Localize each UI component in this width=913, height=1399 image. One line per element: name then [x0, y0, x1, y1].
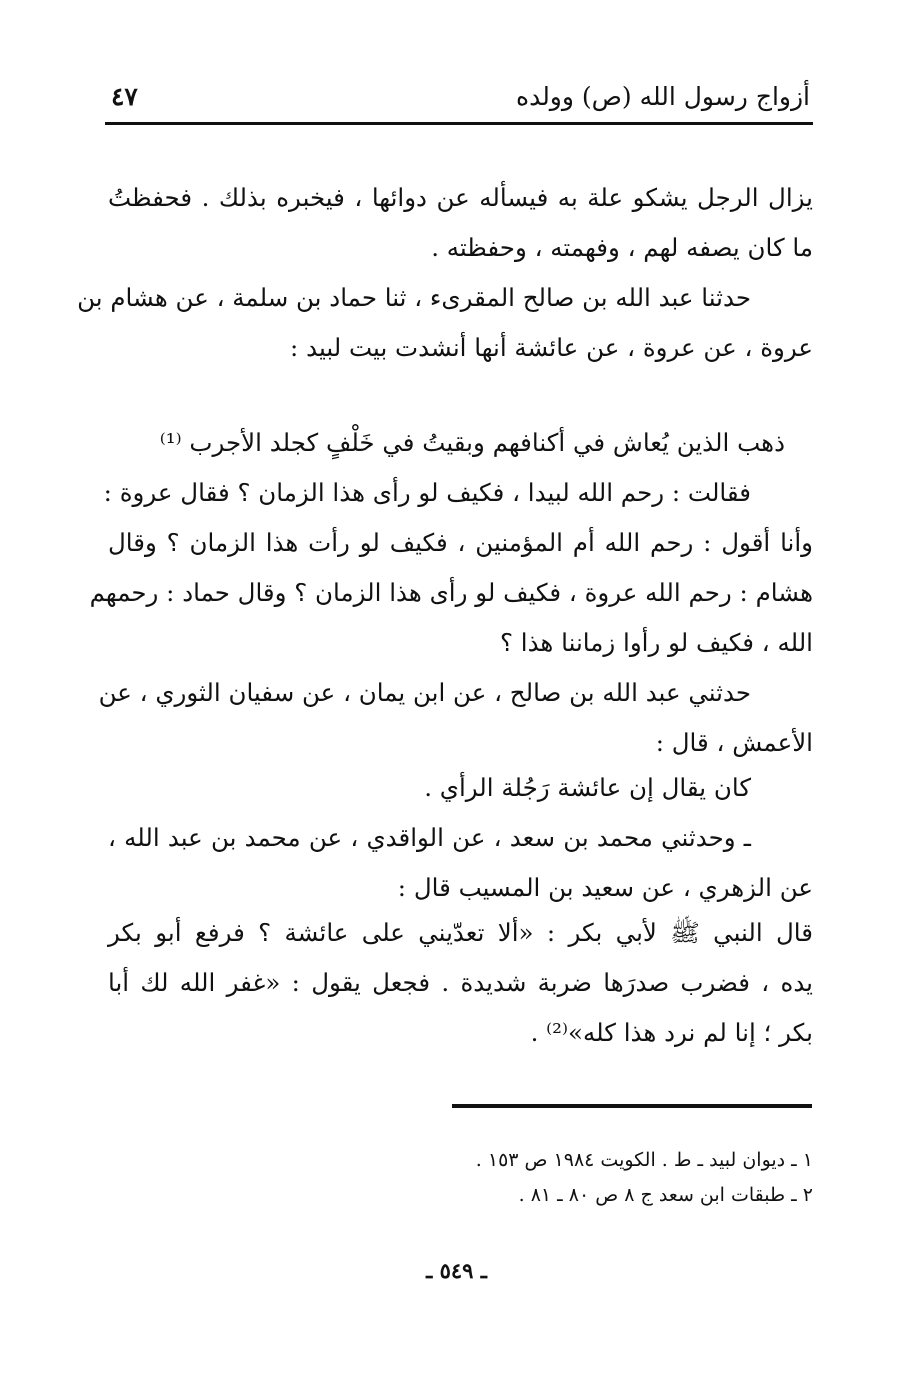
page-number: ـ ٥٤٩ ـ: [426, 1258, 487, 1283]
text-line: الأعمش ، قال :: [655, 728, 813, 757]
text-line: قال النبي ﷺ لأبي بكر : «ألا تعدّيني على عائشة ؟ فرفع أبو بكر: [108, 918, 813, 947]
chapter-page-ref: ٤٧: [111, 82, 138, 111]
running-title: أزواج رسول الله (ص) وولده: [515, 82, 810, 111]
footnote: ٢ ـ طبقات ابن سعد ج ٨ ص ٨٠ ـ ٨١ .: [518, 1184, 813, 1206]
text-line: وأنا أقول : رحم الله أم المؤمنين ، فكيف لو رأت هذا الزمان ؟ وقال: [108, 528, 813, 557]
text-line: عروة ، عن عروة ، عن عائشة أنها أنشدت بيت لبيد :: [290, 333, 813, 362]
header-rule: [105, 122, 813, 125]
poem-verse: ذهب الذين يُعاش في أكنافهم وبقيتُ في خَلْفٍ كجلد الأجرب ⁽¹⁾: [159, 428, 785, 457]
text-line: ـ وحدثني محمد بن سعد ، عن الواقدي ، عن محمد بن عبد الله ،: [108, 823, 751, 852]
text-line: عن الزهري ، عن سعيد بن المسيب قال :: [397, 873, 813, 902]
text-line: الله ، فكيف لو رأوا زماننا هذا ؟: [499, 628, 813, 657]
footnote-rule: [452, 1104, 812, 1108]
footnote: ١ ـ ديوان لبيد ـ ط . الكويت ١٩٨٤ ص ١٥٣ .: [475, 1149, 813, 1171]
text-line: ما كان يصفه لهم ، وفهمته ، وحفظته .: [431, 233, 813, 262]
text-line: فقالت : رحم الله لبيدا ، فكيف لو رأى هذا الزمان ؟ فقال عروة :: [103, 478, 751, 507]
text-line: يده ، فضرب صدرَها ضربة شديدة . فجعل يقول : «غفر الله لك أبا: [108, 968, 813, 997]
text-line: يزال الرجل يشكو علة به فيسأله عن دوائها ، فيخبره بذلك . فحفظتُ: [108, 183, 813, 212]
text-line: بكر ؛ إنا لم نرد هذا كله»⁽²⁾ .: [530, 1018, 813, 1047]
text-line: حدثني عبد الله بن صالح ، عن ابن يمان ، عن سفيان الثوري ، عن: [98, 678, 751, 707]
text-line: هشام : رحم الله عروة ، فكيف لو رأى هذا الزمان ؟ وقال حماد : رحمهم: [89, 578, 813, 607]
text-line: حدثنا عبد الله بن صالح المقرىء ، ثنا حماد بن سلمة ، عن هشام بن: [77, 283, 751, 312]
text-line: كان يقال إن عائشة رَجُلة الرأي .: [424, 773, 751, 802]
running-header: [105, 78, 810, 118]
